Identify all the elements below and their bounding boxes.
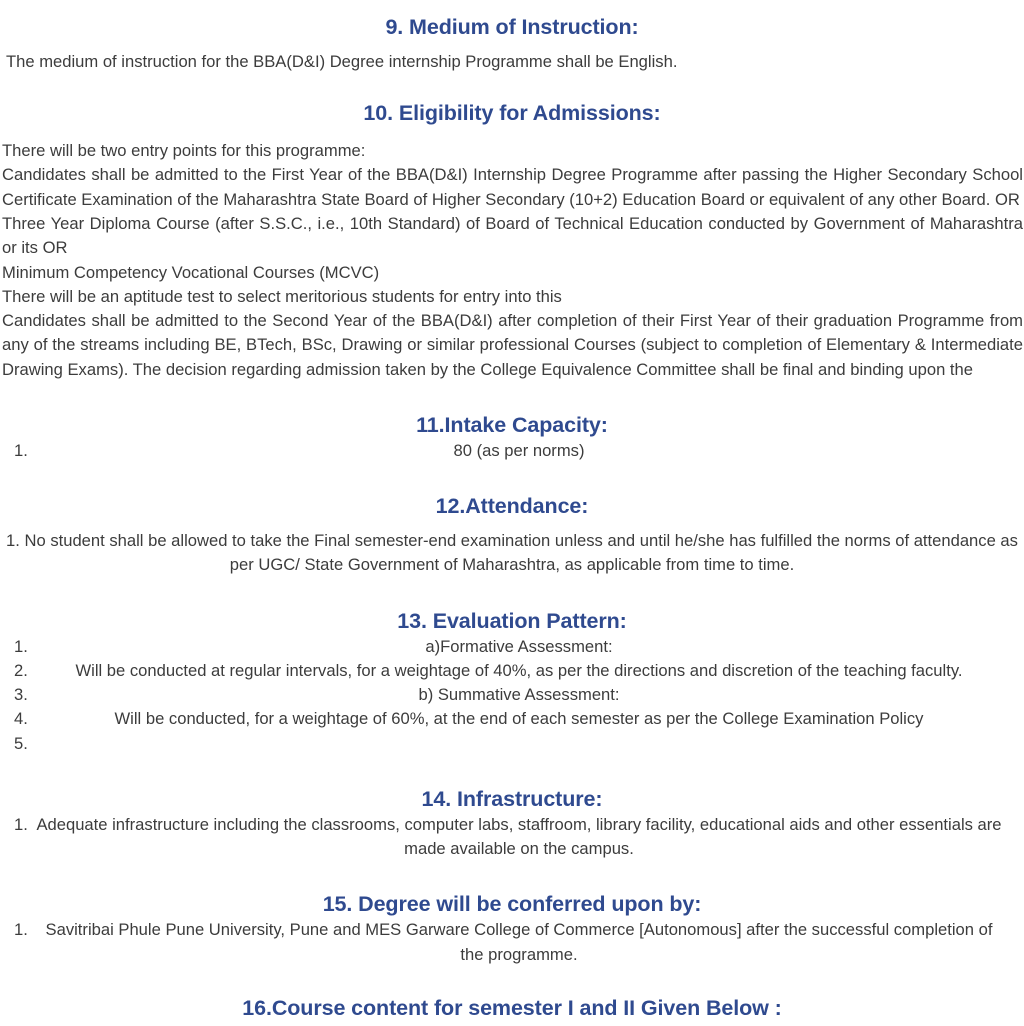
list-item-text: Will be conducted at regular intervals, for a weightage of 40%, as per the directions and discretion of the teaching faculty. <box>75 660 963 680</box>
section-heading-medium-of-instruction: 9. Medium of Instruction: <box>385 15 639 39</box>
section-heading-attendance: 12.Attendance: <box>435 494 589 519</box>
infrastructure-list <box>0 813 1024 862</box>
section-heading-course-content: 16.Course content for semester I and II Given Below : <box>242 995 782 1020</box>
list-item <box>0 635 1024 659</box>
list-item <box>0 732 1024 756</box>
list-marker: 5. <box>14 733 28 753</box>
list-item <box>0 918 1024 967</box>
section-body-attendance: 1. No student shall be allowed to take the Final semester-end examination unless and until he/she has fulfilled the norms of attendance as per UGC/ State Government of Maharashtra, as applicable from time to time. <box>6 531 1018 575</box>
list-item-text: Adequate infrastructure including the classrooms, computer labs, staffroom, library facility, educational aids and other essentials are made available on the campus. <box>36 814 1002 859</box>
paragraph: Candidates shall be admitted to the Second Year of the BBA(D&I) after completion of their First Year of their graduation Programme from any of the streams including BE, BTech, BSc, Drawing or similar professional Courses (subject to completion of Elementary & Intermediate Drawing Exams). The decision regarding admission taken by the College Equivalence Committee shall be final and binding upon the <box>2 311 1023 379</box>
list-item-text: Savitribai Phule Pune University, Pune and MES Garware College of Commerce [Autonomous] after the successful completion of the programme. <box>45 920 993 964</box>
list-item <box>0 683 1024 707</box>
section-heading-evaluation-pattern: 13. Evaluation Pattern: <box>397 608 627 633</box>
section-heading-infrastructure: 14. Infrastructure: <box>421 787 603 812</box>
evaluation-pattern-list <box>0 635 1024 756</box>
paragraph: There will be an aptitude test to select meritorious students for entry into this <box>2 286 562 306</box>
section-body-medium-of-instruction: The medium of instruction for the BBA(D&I) Degree internship Programme shall be English. <box>6 51 678 71</box>
list-item-text: Will be conducted, for a weightage of 60%, at the end of each semester as per the College Examination Policy <box>114 709 924 729</box>
list-item <box>0 439 1024 463</box>
degree-conferred-list <box>0 918 1024 967</box>
section-heading-degree-conferred: 15. Degree will be conferred upon by: <box>322 892 702 917</box>
list-item-text: b) Summative Assessment: <box>418 685 620 705</box>
list-marker: 1. <box>14 440 28 460</box>
list-marker: 1. <box>14 920 28 940</box>
paragraph: Candidates shall be admitted to the First Year of the BBA(D&I) Internship Degree Programme after passing the Higher Secondary School Certificate Examination of the Maharashtra State Board of Higher Secondary (10+2) Education Board or equivalent of any other Board. OR <box>2 165 1023 209</box>
section-heading-eligibility-for-admissions: 10. Eligibility for Admissions: <box>363 101 661 126</box>
paragraph: There will be two entry points for this programme: <box>2 141 366 161</box>
list-item <box>0 659 1024 683</box>
list-marker: 1. <box>14 636 28 656</box>
section-body-eligibility-for-admissions <box>0 139 1024 382</box>
document-page <box>0 14 1024 1022</box>
section-heading-intake-capacity: 11.Intake Capacity: <box>416 413 608 438</box>
list-item-text: 80 (as per norms) <box>453 440 585 460</box>
list-item <box>0 813 1024 862</box>
list-item <box>0 707 1024 731</box>
paragraph: Three Year Diploma Course (after S.S.C., i.e., 10th Standard) of Board of Technical Education conducted by Government of Maharashtra or its OR <box>2 213 1023 258</box>
list-marker: 3. <box>14 685 28 705</box>
list-item-text: a)Formative Assessment: <box>425 636 613 656</box>
paragraph: Minimum Competency Vocational Courses (MCVC) <box>2 262 380 282</box>
intake-capacity-list <box>0 439 1024 463</box>
list-marker: 4. <box>14 709 28 729</box>
list-marker: 2. <box>14 660 28 680</box>
list-marker: 1. <box>14 814 28 834</box>
